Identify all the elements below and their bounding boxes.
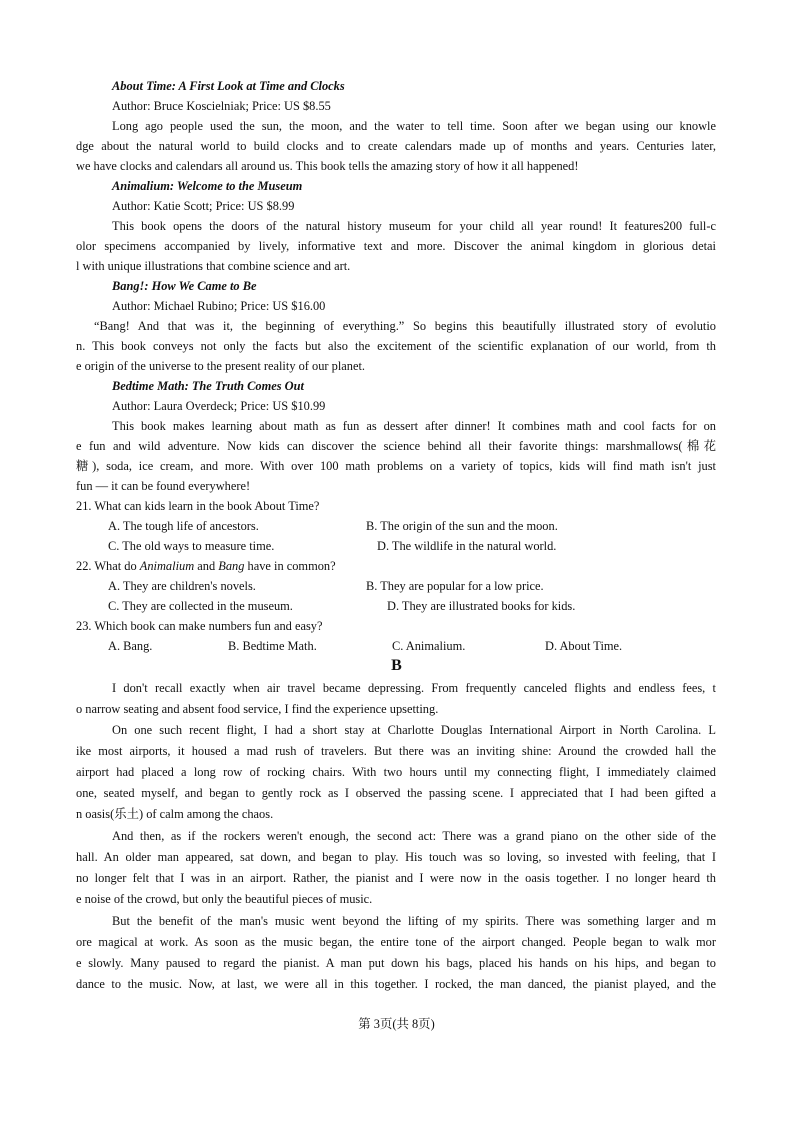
book-desc-line: olor specimens accompanied by lively, informative text and more. Discover the animal kingdom in glorious detai bbox=[76, 239, 716, 253]
passage-line: On one such recent flight, I had a short stay at Charlotte Douglas International Airport in North Carolina. L bbox=[112, 723, 716, 737]
book-title: Animalium: Welcome to the Museum bbox=[112, 179, 303, 193]
book-author: Author: Bruce Koscielniak; Price: US $8.55 bbox=[112, 99, 331, 113]
book-desc-line: 糖), soda, ice cream, and more. With over 100 math problems on a variety of topics, kids will find math isn't just bbox=[76, 459, 716, 473]
book-desc-line: This book makes learning about math as fun as dessert after dinner! It combines math and cool facts for on bbox=[112, 419, 716, 433]
book-desc-line: l with unique illustrations that combine science and art. bbox=[76, 259, 351, 273]
book-title: Bedtime Math: The Truth Comes Out bbox=[112, 379, 304, 393]
option-a: A. They are children's novels. bbox=[108, 579, 256, 593]
book-desc-line: fun — it can be found everywhere! bbox=[76, 479, 251, 493]
book-desc-line: “Bang! And that was it, the beginning of everything.” So begins this beautifully illustrated story of evolutio bbox=[94, 319, 716, 333]
option-b: B. The origin of the sun and the moon. bbox=[366, 519, 558, 533]
book-desc-line: n. This book conveys not only the facts but also the excitement of the scientific explanation of our world, from th bbox=[76, 339, 716, 353]
option-d: D. About Time. bbox=[545, 639, 623, 653]
passage-line: And then, as if the rockers weren't enough, the second act: There was a grand piano on the other side of the bbox=[112, 829, 716, 843]
book-title: About Time: A First Look at Time and Clocks bbox=[112, 79, 345, 93]
book-desc-line: dge about the natural world to build clocks and to create calendars made up of months and years. Centuries later, bbox=[76, 139, 716, 153]
passage-line: I don't recall exactly when air travel became depressing. From frequently canceled flights and endless fees, t bbox=[112, 681, 716, 695]
passage-line: n oasis(乐土) of calm among the chaos. bbox=[76, 807, 274, 821]
book-title: Bang!: How We Came to Be bbox=[112, 279, 257, 293]
option-d: D. They are illustrated books for kids. bbox=[387, 599, 576, 613]
book-author: Author: Laura Overdeck; Price: US $10.99 bbox=[112, 399, 326, 413]
book-desc-line: Long ago people used the sun, the moon, and the water to tell time. Soon after we began using our knowle bbox=[112, 119, 716, 133]
book-desc-line: e fun and wild adventure. Now kids can discover the science behind all their favorite things: marshmallows(棉花 bbox=[76, 439, 716, 453]
book-desc-line: This book opens the doors of the natural history museum for your child all year round! It features200 full-c bbox=[112, 219, 716, 233]
passage-line: e noise of the crowd, but only the beautiful pieces of music. bbox=[76, 892, 373, 906]
stem-text: have in common? bbox=[244, 559, 336, 573]
passage-line: o narrow seating and absent food service, I find the experience upsetting. bbox=[76, 702, 439, 716]
question-stem bbox=[76, 556, 716, 576]
passage-line: ore magical at work. As soon as the music began, the entire tone of the airport changed. People began to walk mor bbox=[76, 935, 716, 949]
passage-line: hall. An older man appeared, sat down, and began to play. His touch was so loving, so invested with feeling, that I bbox=[76, 850, 716, 864]
stem-text: 22. What do bbox=[76, 559, 140, 573]
passage-line: no longer felt that I was in an airport. Rather, the pianist and I were now in the oasis together. I no longer heard th bbox=[76, 871, 716, 885]
book-desc-line: we have clocks and calendars all around us. This book tells the amazing story of how it all happened! bbox=[76, 159, 579, 173]
question-stem: 23. Which book can make numbers fun and easy? bbox=[76, 619, 323, 633]
stem-text: and bbox=[194, 559, 219, 573]
option-a: A. The tough life of ancestors. bbox=[108, 519, 259, 533]
option-c: C. They are collected in the museum. bbox=[108, 599, 293, 613]
option-c: C. The old ways to measure time. bbox=[108, 539, 275, 553]
option-b: B. They are popular for a low price. bbox=[366, 579, 544, 593]
option-b: B. Bedtime Math. bbox=[228, 639, 317, 653]
passage-line: airport had placed a long row of rocking chairs. With two hours until my connecting flight, I immediately claimed bbox=[76, 765, 716, 779]
passage-line: e slowly. Many paused to regard the pianist. A man put down his bags, placed his hands on his hips, and began to bbox=[76, 956, 716, 970]
option-a: A. Bang. bbox=[108, 639, 153, 653]
passage-line: But the benefit of the man's music went beyond the lifting of my spirits. There was something larger and m bbox=[112, 914, 716, 928]
passage-line: ike most airports, it housed a mad rush of travelers. But there was an inviting shine: Around the crowded hall the bbox=[76, 744, 716, 758]
passage-line: one, seated myself, and began to gently rock as I observed the passing scene. I appreciated that I had been gifted a bbox=[76, 786, 716, 800]
stem-italic-title: Animalium bbox=[139, 559, 195, 573]
book-author: Author: Michael Rubino; Price: US $16.00 bbox=[112, 299, 326, 313]
option-c: C. Animalium. bbox=[392, 639, 466, 653]
section-heading: B bbox=[391, 657, 402, 674]
stem-italic-title: Bang bbox=[218, 559, 245, 573]
question-stem: 21. What can kids learn in the book About Time? bbox=[76, 499, 320, 513]
passage-line: dance to the music. Now, at last, we were all in this together. I rocked, the man danced, the pianist played, and the bbox=[76, 977, 716, 991]
book-author: Author: Katie Scott; Price: US $8.99 bbox=[112, 199, 295, 213]
option-d: D. The wildlife in the natural world. bbox=[377, 539, 557, 553]
book-desc-line: e origin of the universe to the present reality of our planet. bbox=[76, 359, 366, 373]
page-footer: 第 3页(共 8页) bbox=[358, 1017, 435, 1031]
